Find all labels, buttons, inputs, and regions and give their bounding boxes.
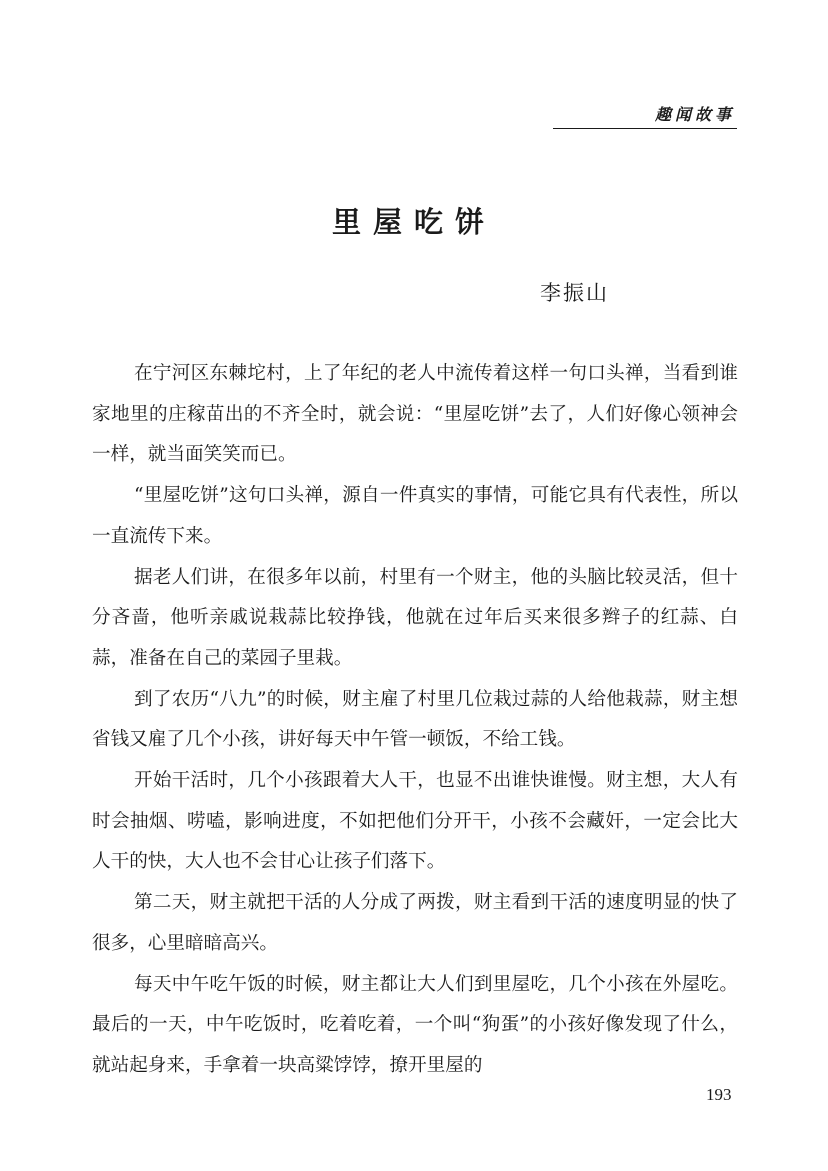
paragraph: “里屋吃饼”这句口头禅，源自一件真实的事情，可能它具有代表性，所以一直流传下来。 <box>92 485 738 547</box>
running-header <box>553 98 737 129</box>
paragraph: 据老人们讲，在很多年以前，村里有一个财主，他的头脑比较灵活，但十分吝啬，他听亲戚说栽蒜比较挣钱，他就在过年后买来很多辫子的红蒜、白蒜，准备在自己的菜园子里栽。 <box>92 566 738 669</box>
article-title: 里屋吃饼 <box>331 205 496 239</box>
article-author: 李振山 <box>540 281 609 305</box>
paragraph: 第二天，财主就把干活的人分成了两拨，财主看到干活的速度明显的快了很多，心里暗暗高兴。 <box>92 892 738 954</box>
section-label: 趣闻故事 <box>654 105 735 124</box>
paragraph: 开始干活时，几个小孩跟着大人干，也显不出谁快谁慢。财主想，大人有时会抽烟、唠嗑，影响进度，不如把他们分开干，小孩不会藏奸，一定会比大人干的快，大人也不会甘心让孩子们落下。 <box>92 770 738 873</box>
paragraph: 在宁河区东棘坨村，上了年纪的老人中流传着这样一句口头禅，当看到谁家地里的庄稼苗出的不齐全时，就会说：“里屋吃饼”去了，人们好像心领神会一样，就当面笑笑而已。 <box>92 363 738 466</box>
paragraph: 到了农历“八九”的时候，财主雇了村里几位栽过蒜的人给他栽蒜，财主想省钱又雇了几个小孩，讲好每天中午管一顿饭，不给工钱。 <box>92 688 738 751</box>
page-number: 193 <box>706 1085 732 1104</box>
article-body <box>92 354 738 1087</box>
paragraph: 每天中午吃午饭的时候，财主都让大人们到里屋吃，几个小孩在外屋吃。最后的一天，中午吃饭时，吃着吃着，一个叫“狗蛋”的小孩好像发现了什么，就站起身来，手拿着一块高粱饽饽，撩开里屋的 <box>92 973 738 1076</box>
